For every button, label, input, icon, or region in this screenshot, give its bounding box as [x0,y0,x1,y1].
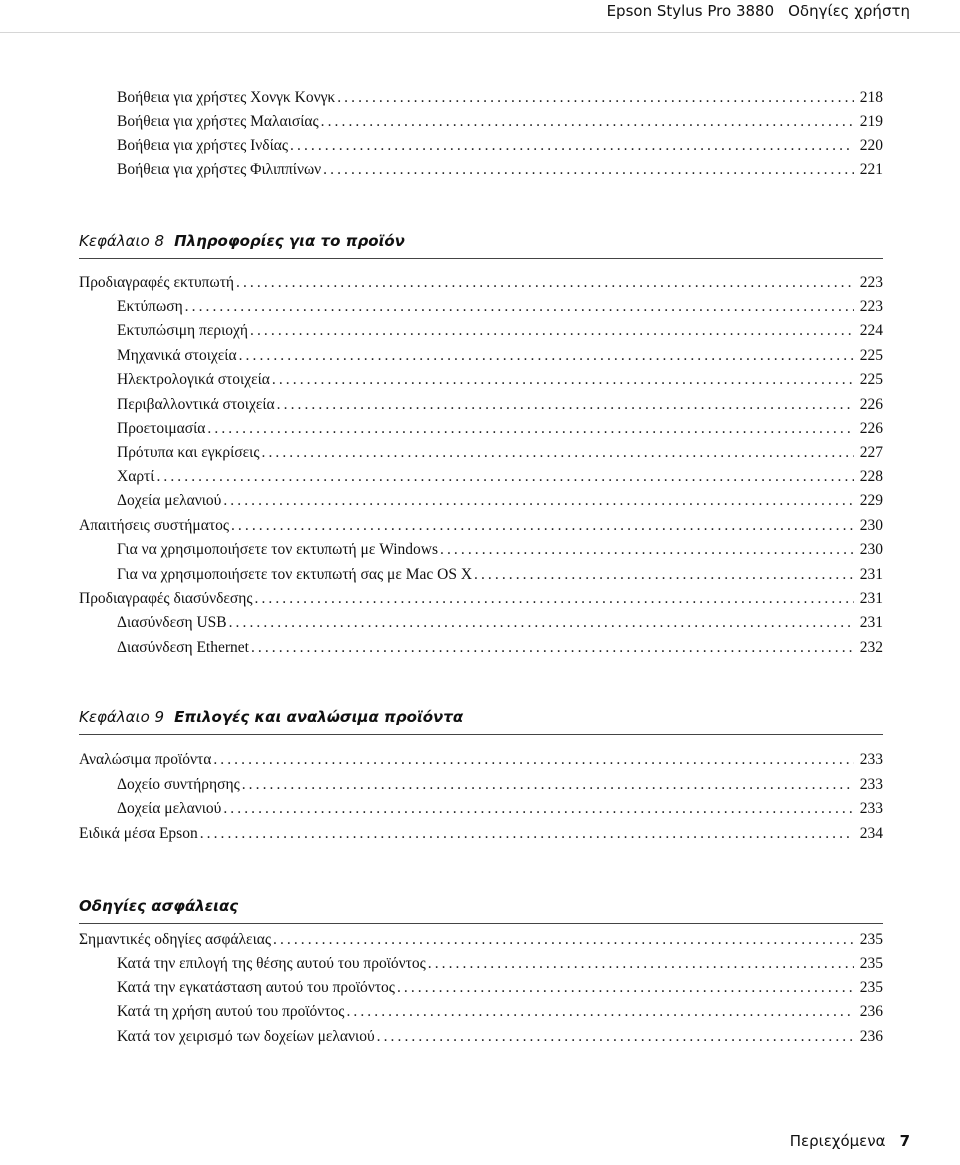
toc-entry-title: Εκτυπώσιμη περιοχή [117,322,249,339]
toc-entry-title: Προετοιμασία [117,420,206,437]
footer-page-number: 7 [899,1132,910,1150]
toc-entry-title: Αναλώσιμα προϊόντα [79,751,212,768]
toc-row[interactable] [0,490,960,512]
toc-entry-page: 231 [859,614,883,631]
toc-entry-title: Κατά την εγκατάσταση αυτού του προϊόντος [117,979,395,996]
leader-dots [185,296,854,318]
leader-dots [428,953,854,975]
toc-row[interactable] [0,637,960,659]
toc-entry-page: 229 [859,492,883,509]
toc-row[interactable] [0,369,960,391]
toc-entry-page: 226 [859,420,883,437]
leader-dots [156,466,853,488]
toc-entry-page: 219 [859,113,883,130]
toc-row[interactable] [0,442,960,464]
toc-row[interactable] [0,135,960,157]
toc-entry-page: 231 [859,566,883,583]
toc-entry-title: Ηλεκτρολογικά στοιχεία [117,371,270,388]
toc-entry-title: Διασύνδεση USB [117,614,227,631]
toc-row[interactable] [0,345,960,367]
leader-dots [223,798,853,820]
toc-entry-page: 218 [859,89,883,106]
toc-row[interactable] [0,296,960,318]
toc-entry-page: 233 [859,751,883,768]
chapter-label: Κεφάλαιο 8 [79,232,165,250]
toc-row[interactable] [0,1026,960,1048]
toc-entry-page: 223 [859,274,883,291]
page-header [0,0,960,33]
leader-dots [323,159,854,181]
toc-entry-title: Βοήθεια για χρήστες Φιλιππίνων [117,161,322,178]
leader-dots [337,87,854,109]
toc-entry-title: Κατά την επιλογή της θέσης αυτού του προϊόντος [117,955,426,972]
leader-dots [242,774,854,796]
toc-entry-page: 233 [859,800,883,817]
toc-row[interactable] [0,394,960,416]
toc-entry-page: 228 [859,468,883,485]
chapter-title: Πληροφορίες για το προϊόν [174,232,405,250]
leader-dots [290,135,854,157]
toc-entry-page: 235 [859,931,883,948]
toc-entry-page: 225 [859,347,883,364]
chapter-title: Οδηγίες ασφάλειας [79,897,239,915]
toc-row[interactable] [0,977,960,999]
toc-entry-title: Περιβαλλοντικά στοιχεία [117,396,275,413]
toc-row[interactable] [0,953,960,975]
footer-label: Περιεχόμενα [789,1132,886,1150]
toc-row[interactable] [0,588,960,610]
toc-entry-page: 230 [859,541,883,558]
toc-entry-page: 231 [859,590,883,607]
leader-dots [346,1001,853,1023]
toc-row[interactable] [0,823,960,845]
toc-row[interactable] [0,1001,960,1023]
header-doc-title: Οδηγίες χρήστη [788,2,910,20]
toc-row[interactable] [0,612,960,634]
leader-dots [377,1026,854,1048]
toc-entry-title: Μηχανικά στοιχεία [117,347,237,364]
toc-entry-page: 224 [859,322,883,339]
toc-entry-page: 236 [859,1028,883,1045]
leader-dots [236,272,854,294]
header-product: Epson Stylus Pro 3880 [606,2,775,20]
toc-row[interactable] [0,418,960,440]
toc-entry-page: 233 [859,776,883,793]
leader-dots [474,564,854,586]
leader-dots [277,394,854,416]
leader-dots [262,442,854,464]
toc-entry-page: 221 [859,161,883,178]
toc-entry-title: Προδιαγραφές διασύνδεσης [79,590,253,607]
leader-dots [231,515,854,537]
safety-heading[interactable] [79,897,883,924]
page-footer [790,1132,910,1150]
leader-dots [213,749,853,771]
toc-entry-page: 227 [859,444,883,461]
leader-dots [251,637,854,659]
toc-entry-title: Εκτύπωση [117,298,183,315]
toc-entry-page: 226 [859,396,883,413]
toc-entry-title: Δοχεία μελανιού [117,492,222,509]
toc-row[interactable] [0,749,960,771]
toc-entry-title: Χαρτί [117,468,155,485]
leader-dots [321,111,854,133]
toc-row[interactable] [0,798,960,820]
toc-row[interactable] [0,515,960,537]
leader-dots [440,539,854,561]
toc-entry-title: Δοχείο συντήρησης [117,776,240,793]
toc-row[interactable] [0,320,960,342]
toc-entry-page: 234 [859,825,883,842]
toc-row[interactable] [0,111,960,133]
toc-entry-title: Προδιαγραφές εκτυπωτή [79,274,235,291]
leader-dots [250,320,854,342]
leader-dots [272,369,854,391]
toc-entry-title: Διασύνδεση Ethernet [117,639,249,656]
leader-dots [255,588,854,610]
header-text [607,2,910,20]
toc-row[interactable] [0,466,960,488]
toc-entry-title: Πρότυπα και εγκρίσεις [117,444,260,461]
toc-entry-page: 225 [859,371,883,388]
toc-row[interactable] [0,929,960,951]
leader-dots [397,977,854,999]
leader-dots [273,929,854,951]
toc-row[interactable] [0,539,960,561]
leader-dots [207,418,853,440]
toc-entry-title: Σημαντικές οδηγίες ασφάλειας [79,931,271,948]
toc-entry-title: Ειδικά μέσα Epson [79,825,198,842]
toc-entry-title: Δοχεία μελανιού [117,800,222,817]
chapter-title: Επιλογές και αναλώσιμα προϊόντα [174,708,464,726]
toc-entry-page: 235 [859,955,883,972]
toc-entry-title: Για να χρησιμοποιήσετε τον εκτυπωτή με Windows [117,541,439,558]
toc-entry-page: 220 [859,137,883,154]
toc-entry-title: Βοήθεια για χρήστες Χονγκ Κονγκ [117,89,336,106]
toc-entry-page: 232 [859,639,883,656]
toc-row[interactable] [0,564,960,586]
toc-entry-title: Βοήθεια για χρήστες Ινδίας [117,137,289,154]
toc-row[interactable] [0,774,960,796]
toc-row[interactable] [0,159,960,181]
chapter-label: Κεφάλαιο 9 [79,708,165,726]
chapter-9-heading[interactable] [79,708,883,735]
toc-entry-title: Βοήθεια για χρήστες Μαλαισίας [117,113,319,130]
toc-entry-page: 235 [859,979,883,996]
leader-dots [223,490,853,512]
toc-entry-page: 230 [859,517,883,534]
toc-row[interactable] [0,87,960,109]
toc-entry-title: Για να χρησιμοποιήσετε τον εκτυπωτή σας με Mac OS X [117,566,473,583]
leader-dots [229,612,854,634]
chapter-8-heading[interactable] [79,232,883,259]
leader-dots [239,345,854,367]
leader-dots [200,823,854,845]
toc-entry-title: Κατά τη χρήση αυτού του προϊόντος [117,1003,345,1020]
toc-entry-title: Κατά τον χειρισμό των δοχείων μελανιού [117,1028,375,1045]
toc-entry-page: 236 [859,1003,883,1020]
toc-row[interactable] [0,272,960,294]
toc-entry-page: 223 [859,298,883,315]
toc-entry-title: Απαιτήσεις συστήματος [79,517,229,534]
